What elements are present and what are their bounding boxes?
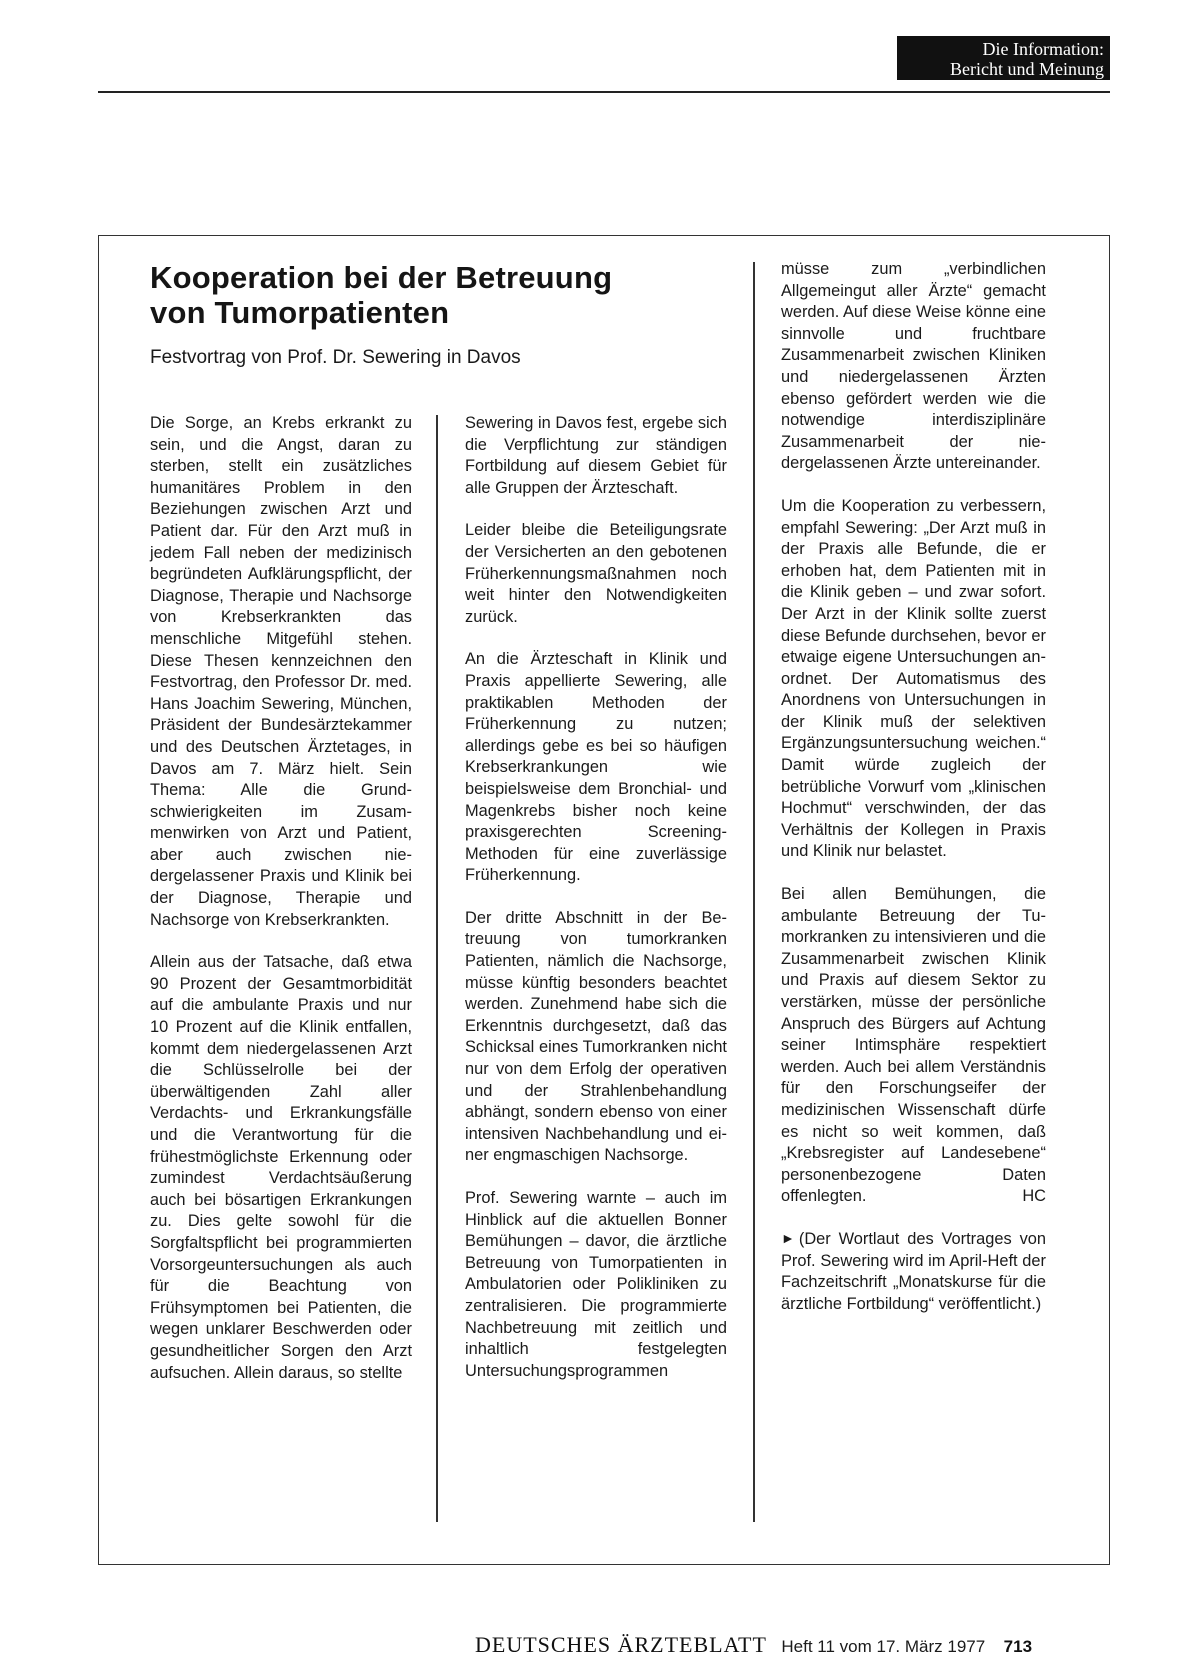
text-column-3 (781, 259, 1046, 1315)
header-rule (98, 91, 1110, 93)
paragraph: Der dritte Abschnitt in der Betreuung von tumorkranken Patienten, nämlich die Nachsorge, müsse künftig besonders beachtet werden. Zunehmend habe sich die Erkenntnis durchgesetzt, daß das Schicksal eines Tumorkranken nicht nur von dem Erfolg der operativen und der Strahlenbehandlung abhängt, sondern ebenso von einer intensiven Nachbehandlung und einer engmaschigen Nachsorge. (465, 908, 727, 1165)
paragraph: Leider bleibe die Beteiligungsrate der Versicherten an den gebotenen Früherkennungsmaßnahmen noch weit hinter den Notwendigkeiten zurück. (465, 521, 727, 626)
arrow-right-icon: ► (781, 1229, 795, 1246)
paragraph-final (781, 884, 1046, 1208)
section-tag-line2: Bericht und Meinung (950, 59, 1104, 79)
paragraph-text: Bei allen Bemühungen, die ambulante Betreuung der Tumorkranken zu intensivieren und die Zusammenarbeit zwischen Klinik und Praxis auf diesem Sektor zu verstärken, müsse der persönliche Anspruch des Bürgers auf Achtung seiner Intimsphäre respektiert werden. Auch bei allem Verständnis für den Forschungseifer der medizinischen Wissenschaft dürfe es nicht so weit kommen, daß „Krebsregister auf Landesebene“ personenbezogene Daten offenlegten. (781, 885, 1046, 1206)
journal-name: DEUTSCHES ÄRZTEBLATT (475, 1632, 767, 1657)
section-tag (897, 36, 1110, 80)
issue-info: Heft 11 vom 17. März 1977 (781, 1637, 986, 1656)
paragraph: Um die Kooperation zu verbessern, empfahl Sewering: „Der Arzt muß in der Praxis alle Befunde, die er erhoben hat, dem Patienten mit in die Klinik geben – und zwar sofort. Der Arzt in der Klinik sollte zuerst diese Befunde durchsehen, bevor er etwaige eigene Untersuchungen anordnet. Der Automatismus des Anordnens von Untersuchungen in der Klinik muß der selektiven Ergänzungsuntersuchung weichen.“ Damit würde zugleich der betrübliche Vorwurf vom „klinischen Hochmut“ verschwinden, der das Verhältnis der Kollegen in Praxis und Klinik nur belastet. (781, 496, 1046, 861)
page-number: 713 (1003, 1637, 1033, 1656)
paragraph: Prof. Sewering warnte – auch im Hinblick auf die aktuellen Bonner Bemühungen – davor, die ärztliche Betreuung von Tumorpatienten in Ambulatorien oder Polikliniken zu zentralisieren. Die programmierte Nachbetreuung mit zeitlich und inhaltlich festgelegten Untersuchungsprogrammen (465, 1189, 727, 1380)
paragraph: Allein aus der Tatsache, daß etwa 90 Prozent der Gesamtmorbidität auf die ambulante Praxis und nur 10 Prozent auf die Klinik entfallen, kommt dem niedergelassenen Arzt die Schlüsselrolle bei der überwältigenden Zahl aller Verdachts- und Erkrankungsfälle und die Verantwortung für die frühestmöglichste Erkennung oder zumindest Verdachtsäußerung auch bei bösartigen Erkrankungen zu. Dies gelte sowohl für die Sorgfaltspflicht bei programmierten Vorsorgeuntersuchungen als auch für die Beachtung von Frühsymptomen bei Patienten, die wegen unklarer Beschwerden oder gesundheitlicher Sorgen den Arzt aufsuchen. Allein daraus, so stellte (150, 953, 412, 1382)
article-title (150, 260, 750, 330)
text-column-2 (465, 413, 727, 1382)
column-divider (753, 262, 755, 1522)
text-column-1 (150, 413, 412, 1384)
editorial-note (781, 1229, 1046, 1315)
paragraph: Die Sorge, an Krebs erkrankt zu sein, und die Angst, daran zu sterben, stellt ein zusätzliches humanitäres Problem in den Beziehungen zwischen Arzt und Patient dar. Für den Arzt muß in jedem Fall neben der medizinisch begründeten Aufklärungspflicht, der Diagnose, Therapie und Nachsorge von Krebserkrankten das menschliche Mitgefühl stehen. Diese Thesen kennzeichnen den Festvortrag, den Professor Dr. med. Hans Joachim Sewering, München, Präsident der Bundesärztekammer und des Deutschen Ärztetages, in Davos am 7. März hielt. Sein Thema: Alle die Grundschwierigkeiten im Zusammenwirken von Arzt und Patient, aber auch zwischen niedergelassener Praxis und Klinik bei der Diagnose, Therapie und Nachsorge von Krebserkrankten. (150, 414, 412, 929)
article-subtitle: Festvortrag von Prof. Dr. Sewering in Davos (150, 347, 521, 368)
paragraph: müsse zum „verbindlichen Allgemeingut aller Ärzte“ gemacht werden. Auf diese Weise könne eine sinnvolle und fruchtbare Zusammenarbeit zwischen Kliniken und niedergelassenen Ärzten ebenso gefördert werden wie die notwendige interdisziplinäre Zusammenarbeit der niedergelassenen Ärzte untereinander. (781, 260, 1046, 473)
paragraph: An die Ärzteschaft in Klinik und Praxis appellierte Sewering, alle praktikablen Methoden der Früherkennung zu nutzen; allerdings gebe es bei so häufigen Krebserkrankungen wie beispielsweise dem Bronchial- und Magenkrebs bisher noch keine praxisgerechten Screening-Methoden für eine zuverlässige Früherkennung. (465, 650, 727, 885)
article-title-line2: von Tumorpatienten (150, 295, 450, 330)
author-signoff: HC (1022, 1187, 1046, 1206)
paragraph: Sewering in Davos fest, ergebe sich die Verpflichtung zur ständigen Fortbildung auf diesem Gebiet für alle Gruppen der Ärzteschaft. (465, 414, 727, 497)
article-title-line1: Kooperation bei der Betreuung (150, 260, 613, 295)
column-divider (436, 415, 438, 1522)
page-footer (475, 1632, 1095, 1658)
editorial-note-text: (Der Wortlaut des Vortrages von Prof. Sewering wird im April-Heft der Fachzeitschrift „Monatskurse für die ärztliche Fortbildung“ veröffentlicht.) (781, 1229, 1046, 1313)
section-tag-line1: Die Information: (982, 39, 1104, 59)
